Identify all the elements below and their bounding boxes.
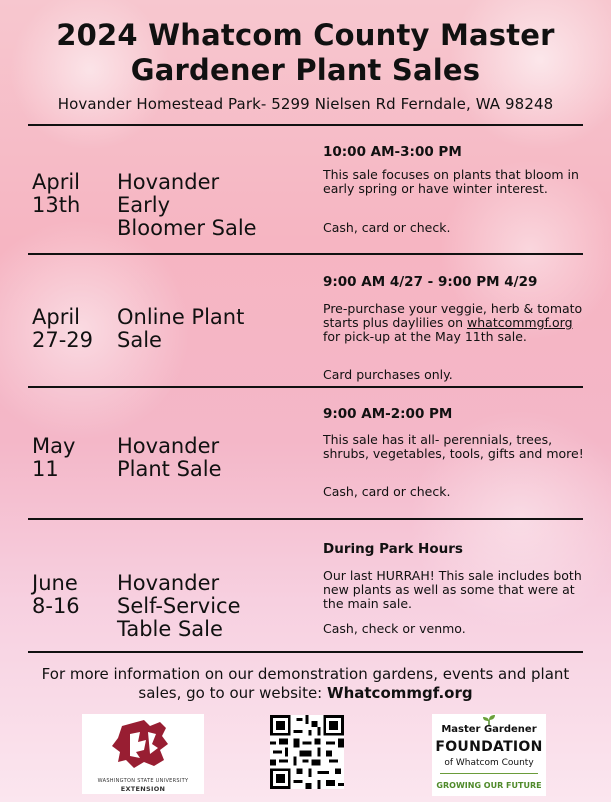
divider: [28, 518, 583, 520]
sale-date: May 11: [32, 434, 76, 481]
wsu-extension-label: EXTENSION: [120, 785, 166, 793]
sale-description: This sale has it all- perennials, trees, shrubs, vegetables, tools, gifts and more!: [323, 432, 584, 461]
sale-description: Pre-purchase your veggie, herb & tomato starts plus daylilies on whatcommgf.org for pick-up at the May 11th sale.: [323, 301, 583, 344]
divider: [28, 124, 583, 126]
title-line-1: 2024 Whatcom County Master: [56, 18, 555, 52]
wsu-name: WASHINGTON STATE UNIVERSITY: [97, 778, 189, 784]
sale-time: 9:00 AM-2:00 PM: [323, 406, 453, 422]
divider: [28, 651, 583, 653]
wsu-extension-logo: [82, 714, 204, 794]
page-title: [0, 18, 611, 88]
sale-time: 10:00 AM-3:00 PM: [323, 144, 462, 160]
sale-description: Our last HURRAH! This sale includes both new plants as well as some that were at the main sale.: [323, 568, 582, 611]
footer-website-link[interactable]: Whatcommgf.org: [327, 684, 473, 702]
master-gardener-foundation-logo: [432, 714, 546, 796]
sale-description: This sale focuses on plants that bloom in early spring or have winter interest.: [323, 167, 579, 196]
sale-name: Hovander Plant Sale: [117, 434, 222, 481]
divider: [28, 386, 583, 388]
location-address: Hovander Homestead Park- 5299 Nielsen Rd Ferndale, WA 98248: [57, 95, 554, 113]
sale-time: 9:00 AM 4/27 - 9:00 PM 4/29: [323, 274, 538, 290]
website-link[interactable]: whatcommgf.org: [467, 315, 573, 330]
cougar-head-icon: [82, 714, 204, 778]
sale-payment: Cash, card or check.: [323, 220, 451, 235]
mgf-tagline: GROWING OUR FUTURE: [436, 781, 542, 790]
mgf-foundation: FOUNDATION: [435, 739, 543, 755]
divider: [28, 253, 583, 255]
mgf-of-whatcom-county: of Whatcom County: [444, 758, 534, 768]
sale-date: April 27-29: [32, 305, 94, 352]
sale-name: Hovander Early Bloomer Sale: [117, 170, 257, 240]
sale-time: During Park Hours: [323, 541, 463, 557]
sale-name: Hovander Self-Service Table Sale: [117, 571, 241, 641]
footer-info: For more information on our demonstration gardens, events and plant sales, go to our website: Whatcommgf.org: [41, 665, 570, 702]
sale-payment: Card purchases only.: [323, 367, 453, 382]
sale-payment: Cash, card or check.: [323, 484, 451, 499]
mgf-divider: [440, 773, 538, 774]
sale-date: June 8-16: [32, 571, 80, 618]
sale-name: Online Plant Sale: [117, 305, 245, 352]
qr-code[interactable]: [270, 715, 344, 789]
mgf-master-gardener: Master Gardener: [441, 724, 537, 735]
sale-date: April 13th: [32, 170, 81, 217]
title-line-2: Gardener Plant Sales: [130, 53, 481, 87]
sale-payment: Cash, check or venmo.: [323, 621, 466, 636]
